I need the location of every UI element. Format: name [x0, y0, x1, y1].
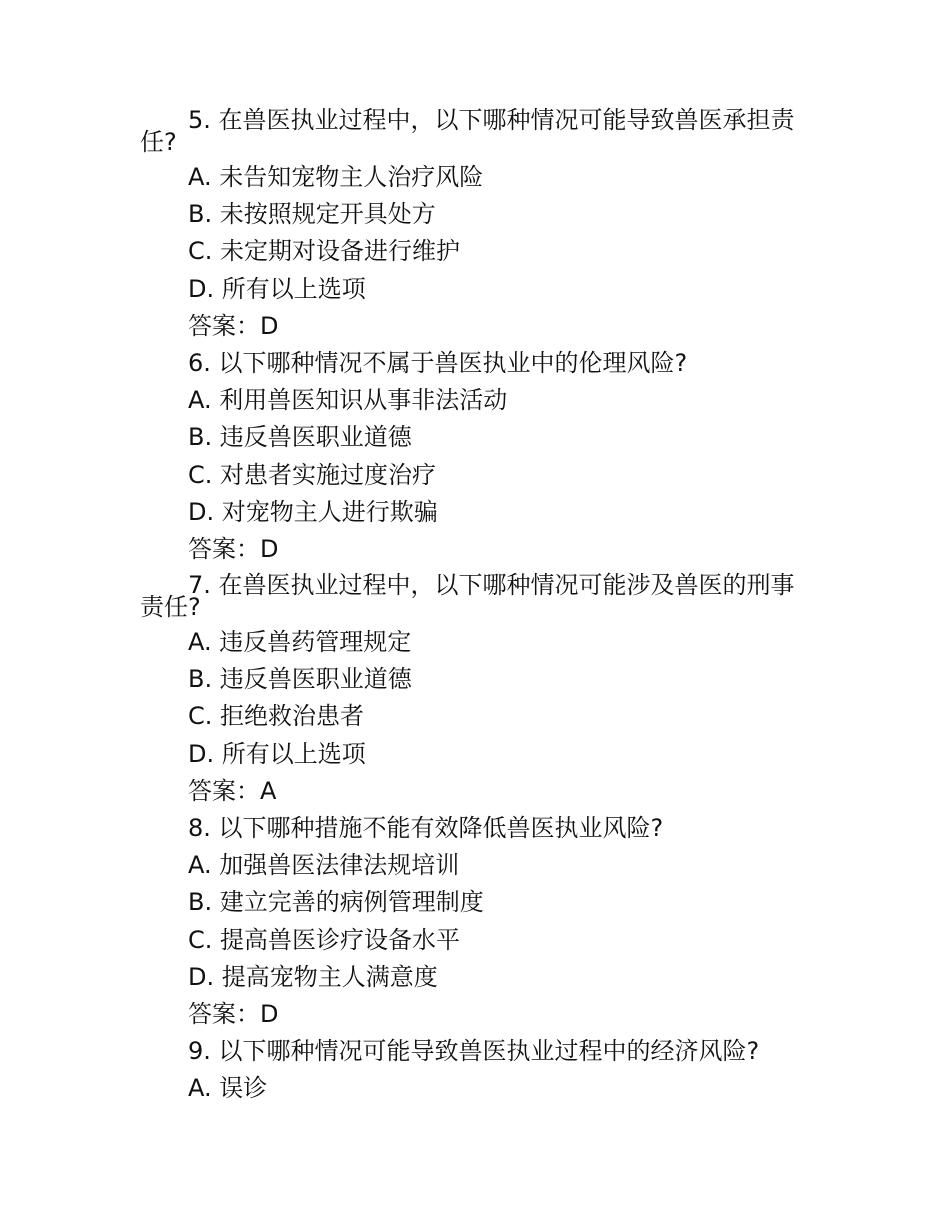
- question-7-option-a: A. 违反兽药管理规定: [188, 628, 412, 657]
- question-7-option-d: D. 所有以上选项: [188, 739, 366, 768]
- question-7-stem: 7. 在兽医执业过程中，以下哪种情况可能涉及兽医的刑事责任?: [140, 571, 795, 622]
- question-6-option-b: B. 违反兽医职业道德: [188, 423, 412, 452]
- question-list: [140, 103, 820, 1108]
- question-6-answer: 答案：D: [188, 534, 279, 563]
- question-7-option-b: B. 违反兽医职业道德: [188, 665, 412, 694]
- question-9-option-a: A. 误诊: [188, 1074, 268, 1103]
- question-8-option-d: D. 提高宠物主人满意度: [188, 962, 438, 991]
- question-8-option-a: A. 加强兽医法律法规培训: [188, 851, 460, 880]
- question-5-stem: 5. 在兽医执业过程中，以下哪种情况可能导致兽医承担责任?: [140, 106, 795, 156]
- question-7-option-c: C. 拒绝救治患者: [188, 702, 365, 731]
- question-9-stem: 9. 以下哪种情况可能导致兽医执业过程中的经济风险?: [188, 1037, 760, 1066]
- question-5-option-d: D. 所有以上选项: [188, 274, 366, 303]
- question-5-answer: 答案：D: [188, 311, 279, 340]
- question-6-option-c: C. 对患者实施过度治疗: [188, 460, 437, 489]
- question-6-stem: 6. 以下哪种情况不属于兽医执业中的伦理风险?: [188, 348, 688, 377]
- question-6-option-d: D. 对宠物主人进行欺骗: [188, 497, 438, 526]
- question-8-answer: 答案：D: [188, 999, 279, 1028]
- question-8-option-b: B. 建立完善的病例管理制度: [188, 888, 484, 917]
- question-5-option-b: B. 未按照规定开具处方: [188, 200, 436, 229]
- question-5-option-c: C. 未定期对设备进行维护: [188, 237, 461, 266]
- question-8-stem: 8. 以下哪种措施不能有效降低兽医执业风险?: [188, 814, 664, 842]
- question-7-answer: 答案：A: [188, 776, 277, 805]
- question-8-option-c: C. 提高兽医诊疗设备水平: [188, 925, 461, 954]
- question-6-option-a: A. 利用兽医知识从事非法活动: [188, 386, 508, 415]
- question-5-option-a: A. 未告知宠物主人治疗风险: [188, 163, 484, 191]
